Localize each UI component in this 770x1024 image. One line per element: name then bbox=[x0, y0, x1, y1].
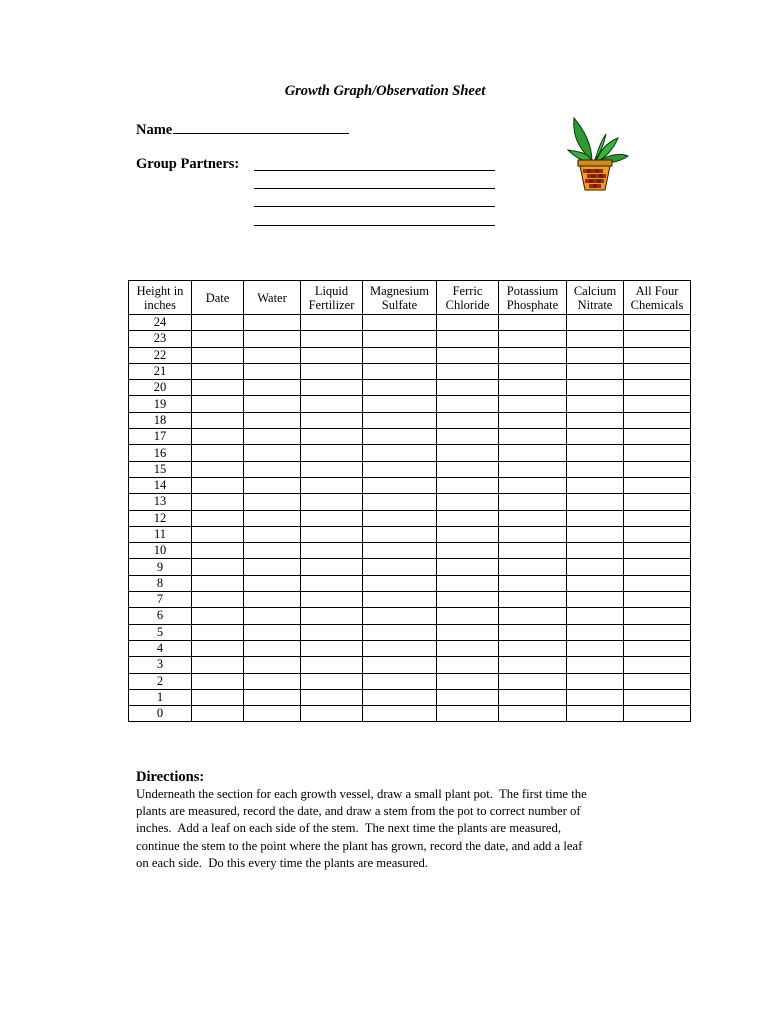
table-cell[interactable] bbox=[192, 510, 244, 526]
table-cell[interactable] bbox=[363, 380, 437, 396]
table-row bbox=[129, 575, 691, 591]
table-cell[interactable] bbox=[499, 689, 567, 705]
table-cell[interactable] bbox=[624, 477, 691, 493]
table-cell[interactable] bbox=[244, 673, 301, 689]
height-value: 1 bbox=[129, 689, 192, 705]
table-cell[interactable] bbox=[192, 461, 244, 477]
table-cell[interactable] bbox=[567, 461, 624, 477]
table-cell[interactable] bbox=[192, 689, 244, 705]
table-cell[interactable] bbox=[363, 689, 437, 705]
table-cell[interactable] bbox=[363, 706, 437, 722]
table-cell[interactable] bbox=[624, 592, 691, 608]
table-cell[interactable] bbox=[499, 575, 567, 591]
table-cell[interactable] bbox=[192, 445, 244, 461]
table-row bbox=[129, 526, 691, 542]
column-header-line: Fertilizer bbox=[308, 297, 355, 312]
table-cell[interactable] bbox=[567, 526, 624, 542]
table-cell[interactable] bbox=[244, 608, 301, 624]
table-cell[interactable] bbox=[437, 412, 499, 428]
table-cell[interactable] bbox=[244, 363, 301, 379]
table-cell[interactable] bbox=[244, 526, 301, 542]
table-cell[interactable] bbox=[301, 494, 363, 510]
table-cell[interactable] bbox=[301, 543, 363, 559]
table-row bbox=[129, 494, 691, 510]
table-cell[interactable] bbox=[499, 592, 567, 608]
page-title: Growth Graph/Observation Sheet bbox=[284, 83, 486, 99]
table-cell[interactable] bbox=[437, 331, 499, 347]
table-cell[interactable] bbox=[244, 592, 301, 608]
table-cell[interactable] bbox=[437, 526, 499, 542]
group-partner-line[interactable] bbox=[254, 170, 495, 171]
table-cell[interactable] bbox=[301, 640, 363, 656]
table-cell[interactable] bbox=[363, 331, 437, 347]
table-cell[interactable] bbox=[363, 461, 437, 477]
table-cell[interactable] bbox=[624, 575, 691, 591]
table-cell[interactable] bbox=[244, 347, 301, 363]
column-header bbox=[363, 281, 437, 315]
table-cell[interactable] bbox=[192, 429, 244, 445]
table-cell[interactable] bbox=[624, 526, 691, 542]
table-cell[interactable] bbox=[499, 347, 567, 363]
table-row bbox=[129, 315, 691, 331]
height-value: 24 bbox=[129, 315, 192, 331]
table-cell[interactable] bbox=[567, 543, 624, 559]
table-cell[interactable] bbox=[192, 592, 244, 608]
table-cell[interactable] bbox=[624, 689, 691, 705]
table-cell[interactable] bbox=[301, 396, 363, 412]
table-cell[interactable] bbox=[301, 461, 363, 477]
table-cell[interactable] bbox=[192, 575, 244, 591]
table-row bbox=[129, 477, 691, 493]
column-header-line: Magnesium bbox=[369, 283, 430, 298]
table-cell[interactable] bbox=[437, 624, 499, 640]
table-cell[interactable] bbox=[363, 526, 437, 542]
table-cell[interactable] bbox=[624, 640, 691, 656]
table-cell[interactable] bbox=[192, 412, 244, 428]
table-cell[interactable] bbox=[244, 412, 301, 428]
name-line[interactable] bbox=[173, 119, 349, 134]
table-cell[interactable] bbox=[192, 380, 244, 396]
table-cell[interactable] bbox=[363, 429, 437, 445]
table-cell[interactable] bbox=[624, 559, 691, 575]
group-partner-line[interactable] bbox=[254, 225, 495, 226]
table-cell[interactable] bbox=[499, 412, 567, 428]
height-value: 5 bbox=[129, 624, 192, 640]
table-cell[interactable] bbox=[363, 575, 437, 591]
table-cell[interactable] bbox=[301, 706, 363, 722]
table-cell[interactable] bbox=[567, 445, 624, 461]
height-value: 10 bbox=[129, 543, 192, 559]
table-row bbox=[129, 689, 691, 705]
table-cell[interactable] bbox=[624, 363, 691, 379]
column-header bbox=[437, 281, 499, 315]
table-cell[interactable] bbox=[499, 380, 567, 396]
group-partner-line[interactable] bbox=[254, 206, 495, 207]
table-cell[interactable] bbox=[624, 706, 691, 722]
table-cell[interactable] bbox=[301, 624, 363, 640]
column-header-line: Date bbox=[205, 290, 230, 305]
table-cell[interactable] bbox=[363, 608, 437, 624]
table-cell[interactable] bbox=[624, 380, 691, 396]
column-header-line: Liquid bbox=[314, 283, 349, 298]
table-cell[interactable] bbox=[244, 624, 301, 640]
table-cell[interactable] bbox=[499, 429, 567, 445]
growth-table bbox=[128, 280, 691, 722]
table-cell[interactable] bbox=[437, 559, 499, 575]
table-cell[interactable] bbox=[499, 657, 567, 673]
table-cell[interactable] bbox=[437, 706, 499, 722]
table-cell[interactable] bbox=[567, 608, 624, 624]
table-cell[interactable] bbox=[437, 494, 499, 510]
height-value: 20 bbox=[129, 380, 192, 396]
table-cell[interactable] bbox=[624, 624, 691, 640]
table-cell[interactable] bbox=[244, 396, 301, 412]
height-value: 12 bbox=[129, 510, 192, 526]
table-cell[interactable] bbox=[301, 510, 363, 526]
table-cell[interactable] bbox=[624, 429, 691, 445]
table-cell[interactable] bbox=[363, 559, 437, 575]
column-header-line: Calcium bbox=[573, 283, 617, 298]
table-cell[interactable] bbox=[363, 640, 437, 656]
table-cell[interactable] bbox=[499, 526, 567, 542]
table-cell[interactable] bbox=[363, 315, 437, 331]
table-cell[interactable] bbox=[301, 412, 363, 428]
table-cell[interactable] bbox=[437, 657, 499, 673]
directions-line: Underneath the section for each growth vessel, draw a small plant pot. The first time the bbox=[136, 787, 587, 801]
table-cell[interactable] bbox=[301, 331, 363, 347]
table-cell[interactable] bbox=[499, 510, 567, 526]
table-cell[interactable] bbox=[499, 673, 567, 689]
column-header bbox=[192, 281, 244, 315]
table-row bbox=[129, 559, 691, 575]
column-header bbox=[129, 281, 192, 315]
table-cell[interactable] bbox=[624, 510, 691, 526]
table-cell[interactable] bbox=[244, 315, 301, 331]
table-row bbox=[129, 592, 691, 608]
table-cell[interactable] bbox=[244, 706, 301, 722]
table-row bbox=[129, 543, 691, 559]
table-cell[interactable] bbox=[499, 608, 567, 624]
table-cell[interactable] bbox=[624, 608, 691, 624]
table-cell[interactable] bbox=[499, 494, 567, 510]
height-value: 9 bbox=[129, 559, 192, 575]
table-cell[interactable] bbox=[363, 592, 437, 608]
table-row bbox=[129, 706, 691, 722]
height-value: 14 bbox=[129, 477, 192, 493]
table-cell[interactable] bbox=[192, 559, 244, 575]
table-cell[interactable] bbox=[437, 363, 499, 379]
column-header bbox=[301, 281, 363, 315]
table-cell[interactable] bbox=[301, 689, 363, 705]
table-cell[interactable] bbox=[567, 575, 624, 591]
table-header-row bbox=[129, 281, 691, 315]
table-cell[interactable] bbox=[363, 624, 437, 640]
table-cell[interactable] bbox=[363, 347, 437, 363]
table-row bbox=[129, 347, 691, 363]
table-cell[interactable] bbox=[192, 347, 244, 363]
table-cell[interactable] bbox=[567, 592, 624, 608]
table-cell[interactable] bbox=[244, 494, 301, 510]
table-cell[interactable] bbox=[567, 673, 624, 689]
height-value: 23 bbox=[129, 331, 192, 347]
table-row bbox=[129, 657, 691, 673]
table-cell[interactable] bbox=[567, 494, 624, 510]
table-cell[interactable] bbox=[192, 706, 244, 722]
height-value: 4 bbox=[129, 640, 192, 656]
table-cell[interactable] bbox=[244, 477, 301, 493]
table-cell[interactable] bbox=[363, 510, 437, 526]
table-cell[interactable] bbox=[301, 380, 363, 396]
table-row bbox=[129, 412, 691, 428]
column-header-line: Potassium bbox=[506, 283, 559, 298]
table-cell[interactable] bbox=[437, 673, 499, 689]
height-value: 2 bbox=[129, 673, 192, 689]
table-row bbox=[129, 624, 691, 640]
column-header bbox=[244, 281, 301, 315]
table-cell[interactable] bbox=[567, 510, 624, 526]
table-cell[interactable] bbox=[499, 396, 567, 412]
height-value: 22 bbox=[129, 347, 192, 363]
column-header-line: inches bbox=[144, 297, 176, 312]
column-header-line: Phosphate bbox=[506, 297, 559, 312]
column-header-line: Height in bbox=[136, 283, 184, 298]
table-row bbox=[129, 363, 691, 379]
table-cell[interactable] bbox=[301, 429, 363, 445]
table-cell[interactable] bbox=[363, 412, 437, 428]
table-cell[interactable] bbox=[192, 640, 244, 656]
table-cell[interactable] bbox=[567, 429, 624, 445]
table-cell[interactable] bbox=[244, 429, 301, 445]
table-row bbox=[129, 380, 691, 396]
table-cell[interactable] bbox=[244, 445, 301, 461]
table-cell[interactable] bbox=[624, 494, 691, 510]
group-partner-line[interactable] bbox=[254, 188, 495, 189]
column-header bbox=[567, 281, 624, 315]
column-header-line: Ferric bbox=[452, 283, 483, 298]
table-cell[interactable] bbox=[567, 347, 624, 363]
table-cell[interactable] bbox=[499, 543, 567, 559]
table-cell[interactable] bbox=[192, 657, 244, 673]
column-header-line: Nitrate bbox=[577, 297, 613, 312]
height-value: 15 bbox=[129, 461, 192, 477]
column-header-line: Chloride bbox=[445, 297, 490, 312]
table-cell[interactable] bbox=[624, 331, 691, 347]
height-value: 18 bbox=[129, 412, 192, 428]
table-cell[interactable] bbox=[301, 363, 363, 379]
table-cell[interactable] bbox=[192, 315, 244, 331]
height-value: 7 bbox=[129, 592, 192, 608]
table-cell[interactable] bbox=[244, 657, 301, 673]
table-cell[interactable] bbox=[192, 624, 244, 640]
table-cell[interactable] bbox=[437, 315, 499, 331]
table-cell[interactable] bbox=[437, 477, 499, 493]
table-cell[interactable] bbox=[192, 543, 244, 559]
table-cell[interactable] bbox=[624, 347, 691, 363]
column-header bbox=[624, 281, 691, 315]
height-value: 13 bbox=[129, 494, 192, 510]
table-cell[interactable] bbox=[363, 657, 437, 673]
table-cell[interactable] bbox=[301, 657, 363, 673]
table-row bbox=[129, 429, 691, 445]
column-header bbox=[499, 281, 567, 315]
height-value: 8 bbox=[129, 575, 192, 591]
column-header-line: Chemicals bbox=[630, 297, 684, 312]
table-cell[interactable] bbox=[624, 396, 691, 412]
table-cell[interactable] bbox=[624, 543, 691, 559]
directions-line: plants are measured, record the date, and draw a stem from the pot to correct number of bbox=[136, 804, 581, 819]
table-cell[interactable] bbox=[567, 706, 624, 722]
table-cell[interactable] bbox=[244, 331, 301, 347]
table-cell[interactable] bbox=[567, 657, 624, 673]
table-cell[interactable] bbox=[244, 640, 301, 656]
table-cell[interactable] bbox=[301, 526, 363, 542]
table-cell[interactable] bbox=[244, 461, 301, 477]
table-cell[interactable] bbox=[192, 494, 244, 510]
table-cell[interactable] bbox=[244, 380, 301, 396]
name-label: Name bbox=[136, 122, 173, 138]
table-row bbox=[129, 461, 691, 477]
table-cell[interactable] bbox=[567, 559, 624, 575]
table-cell[interactable] bbox=[437, 445, 499, 461]
table-row bbox=[129, 510, 691, 526]
table-cell[interactable] bbox=[437, 347, 499, 363]
table-cell[interactable] bbox=[624, 315, 691, 331]
table-cell[interactable] bbox=[499, 477, 567, 493]
table-cell[interactable] bbox=[437, 396, 499, 412]
directions-heading: Directions: bbox=[136, 769, 205, 785]
table-cell[interactable] bbox=[301, 575, 363, 591]
height-value: 21 bbox=[129, 363, 192, 379]
height-value: 0 bbox=[129, 706, 192, 722]
table-cell[interactable] bbox=[363, 363, 437, 379]
group-partners-label: Group Partners: bbox=[136, 156, 240, 172]
table-cell[interactable] bbox=[301, 445, 363, 461]
table-cell[interactable] bbox=[301, 592, 363, 608]
table-cell[interactable] bbox=[301, 347, 363, 363]
table-cell[interactable] bbox=[192, 608, 244, 624]
table-cell[interactable] bbox=[192, 477, 244, 493]
table-cell[interactable] bbox=[244, 559, 301, 575]
table-cell[interactable] bbox=[567, 363, 624, 379]
table-cell[interactable] bbox=[192, 331, 244, 347]
table-cell[interactable] bbox=[244, 543, 301, 559]
table-cell[interactable] bbox=[567, 315, 624, 331]
height-value: 6 bbox=[129, 608, 192, 624]
table-cell[interactable] bbox=[437, 510, 499, 526]
table-cell[interactable] bbox=[624, 657, 691, 673]
table-cell[interactable] bbox=[567, 380, 624, 396]
table-cell[interactable] bbox=[437, 380, 499, 396]
table-cell[interactable] bbox=[567, 331, 624, 347]
directions-line: continue the stem to the point where the plant has grown, record the date, and add a leaf bbox=[136, 838, 583, 853]
table-cell[interactable] bbox=[624, 673, 691, 689]
table-cell[interactable] bbox=[624, 461, 691, 477]
table-cell[interactable] bbox=[244, 510, 301, 526]
table-cell[interactable] bbox=[437, 592, 499, 608]
table-cell[interactable] bbox=[499, 445, 567, 461]
table-cell[interactable] bbox=[437, 543, 499, 559]
height-value: 19 bbox=[129, 396, 192, 412]
table-cell[interactable] bbox=[192, 396, 244, 412]
table-cell[interactable] bbox=[437, 608, 499, 624]
potted-plant-icon bbox=[562, 112, 632, 194]
table-cell[interactable] bbox=[363, 543, 437, 559]
table-cell[interactable] bbox=[363, 494, 437, 510]
table-cell[interactable] bbox=[363, 673, 437, 689]
directions-line: on each side. Do this every time the plants are measured. bbox=[136, 855, 429, 870]
table-cell[interactable] bbox=[301, 315, 363, 331]
table-row bbox=[129, 673, 691, 689]
height-value: 3 bbox=[129, 657, 192, 673]
directions-line: inches. Add a leaf on each side of the stem. The next time the plants are measured, bbox=[136, 821, 562, 836]
table-cell[interactable] bbox=[499, 363, 567, 379]
column-header-line: Sulfate bbox=[381, 297, 418, 312]
table-cell[interactable] bbox=[363, 477, 437, 493]
table-cell[interactable] bbox=[301, 559, 363, 575]
table-cell[interactable] bbox=[363, 445, 437, 461]
table-cell[interactable] bbox=[499, 640, 567, 656]
table-cell[interactable] bbox=[567, 624, 624, 640]
table-cell[interactable] bbox=[437, 461, 499, 477]
table-cell[interactable] bbox=[192, 673, 244, 689]
table-cell[interactable] bbox=[437, 640, 499, 656]
name-field bbox=[136, 119, 349, 139]
table-cell[interactable] bbox=[499, 706, 567, 722]
directions-text bbox=[136, 786, 646, 872]
height-value: 16 bbox=[129, 445, 192, 461]
table-cell[interactable] bbox=[437, 575, 499, 591]
table-cell[interactable] bbox=[624, 445, 691, 461]
table-cell[interactable] bbox=[567, 477, 624, 493]
table-cell[interactable] bbox=[301, 673, 363, 689]
table-cell[interactable] bbox=[244, 689, 301, 705]
table-cell[interactable] bbox=[499, 624, 567, 640]
table-cell[interactable] bbox=[624, 412, 691, 428]
table-cell[interactable] bbox=[244, 575, 301, 591]
table-cell[interactable] bbox=[567, 412, 624, 428]
table-cell[interactable] bbox=[192, 526, 244, 542]
table-row bbox=[129, 640, 691, 656]
column-header-line: All Four bbox=[635, 283, 679, 298]
table-cell[interactable] bbox=[192, 363, 244, 379]
table-cell[interactable] bbox=[499, 331, 567, 347]
height-value: 11 bbox=[129, 526, 192, 542]
table-cell[interactable] bbox=[437, 689, 499, 705]
table-cell[interactable] bbox=[499, 461, 567, 477]
table-cell[interactable] bbox=[437, 429, 499, 445]
table-cell[interactable] bbox=[363, 396, 437, 412]
table-cell[interactable] bbox=[567, 396, 624, 412]
table-cell[interactable] bbox=[567, 689, 624, 705]
height-value: 17 bbox=[129, 429, 192, 445]
table-row bbox=[129, 445, 691, 461]
table-cell[interactable] bbox=[301, 608, 363, 624]
table-cell[interactable] bbox=[301, 477, 363, 493]
table-row bbox=[129, 608, 691, 624]
column-header-line: Water bbox=[257, 290, 287, 305]
table-cell[interactable] bbox=[499, 559, 567, 575]
table-cell[interactable] bbox=[499, 315, 567, 331]
table-row bbox=[129, 331, 691, 347]
table-row bbox=[129, 396, 691, 412]
table-cell[interactable] bbox=[567, 640, 624, 656]
